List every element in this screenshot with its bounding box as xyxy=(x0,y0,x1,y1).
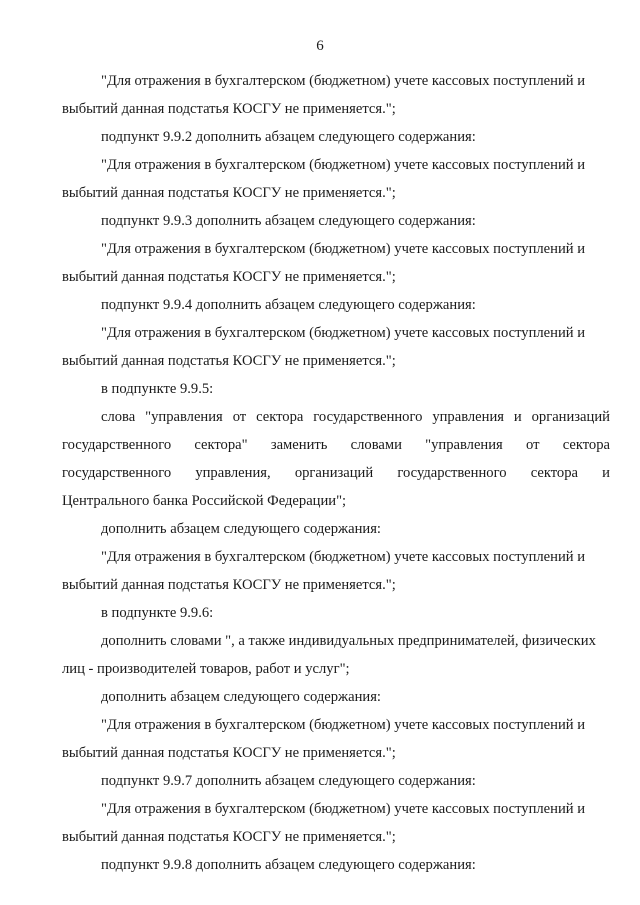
text-line: выбытий данная подстатья КОСГУ не применяется."; xyxy=(62,185,396,201)
text-line: "Для отражения в бухгалтерском (бюджетном) учете кассовых поступлений и xyxy=(101,241,586,257)
text-line: Центрального банка Российской Федерации"; xyxy=(62,493,347,509)
text-line: подпункт 9.9.2 дополнить абзацем следующего содержания: xyxy=(101,129,476,145)
text-line: "Для отражения в бухгалтерском (бюджетном) учете кассовых поступлений и xyxy=(101,157,586,173)
word: сектора xyxy=(530,465,578,481)
text-line: "Для отражения в бухгалтерском (бюджетном) учете кассовых поступлений и xyxy=(101,549,586,565)
word: управления, xyxy=(195,465,271,481)
text-line: подпункт 9.9.4 дополнить абзацем следующего содержания: xyxy=(101,297,476,313)
word: государственного xyxy=(397,465,507,481)
word: и xyxy=(602,465,610,481)
text-line: выбытий данная подстатья КОСГУ не применяется."; xyxy=(62,829,396,845)
text-line: выбытий данная подстатья КОСГУ не применяется."; xyxy=(62,577,396,593)
text-line: выбытий данная подстатья КОСГУ не применяется."; xyxy=(62,269,396,285)
word: заменить xyxy=(270,437,328,453)
text-line: "Для отражения в бухгалтерском (бюджетном) учете кассовых поступлений и xyxy=(101,717,586,733)
text-line: в подпункте 9.9.6: xyxy=(101,605,214,621)
justified-line xyxy=(62,464,610,482)
word: государственного xyxy=(313,409,423,425)
word: и xyxy=(513,409,522,425)
word: государственного xyxy=(62,465,172,481)
word: от xyxy=(526,437,540,453)
word: слова xyxy=(101,409,136,425)
text-line: выбытий данная подстатья КОСГУ не применяется."; xyxy=(62,353,396,369)
text-line: дополнить абзацем следующего содержания: xyxy=(101,689,381,705)
word: организаций xyxy=(294,465,374,481)
justified-line xyxy=(62,436,610,454)
text-line: дополнить словами ", а также индивидуальных предпринимателей, физических xyxy=(101,633,596,649)
text-line: "Для отражения в бухгалтерском (бюджетном) учете кассовых поступлений и xyxy=(101,801,586,817)
word: от xyxy=(232,409,247,425)
word: словами xyxy=(350,437,402,453)
justified-line xyxy=(101,408,610,426)
word: организаций xyxy=(531,409,610,425)
text-line: дополнить абзацем следующего содержания: xyxy=(101,521,381,537)
text-line: выбытий данная подстатья КОСГУ не применяется."; xyxy=(62,745,396,761)
text-line: в подпункте 9.9.5: xyxy=(101,381,214,397)
word: "управления xyxy=(145,409,223,425)
text-line: "Для отражения в бухгалтерском (бюджетном) учете кассовых поступлений и xyxy=(101,325,586,341)
text-line: подпункт 9.9.3 дополнить абзацем следующего содержания: xyxy=(101,213,476,229)
text-line: "Для отражения в бухгалтерском (бюджетном) учете кассовых поступлений и xyxy=(101,73,586,89)
page-number: 6 xyxy=(316,38,324,54)
text-line: подпункт 9.9.7 дополнить абзацем следующего содержания: xyxy=(101,773,476,789)
word: сектора xyxy=(562,437,610,453)
text-line: подпункт 9.9.8 дополнить абзацем следующего содержания: xyxy=(101,857,476,873)
word: государственного xyxy=(62,437,172,453)
text-line: выбытий данная подстатья КОСГУ не применяется."; xyxy=(62,101,396,117)
word: сектора xyxy=(256,409,304,425)
text-line: лиц - производителей товаров, работ и услуг"; xyxy=(62,661,350,677)
word: управления xyxy=(432,409,504,425)
word: сектора" xyxy=(194,437,248,453)
word: "управления xyxy=(425,437,503,453)
